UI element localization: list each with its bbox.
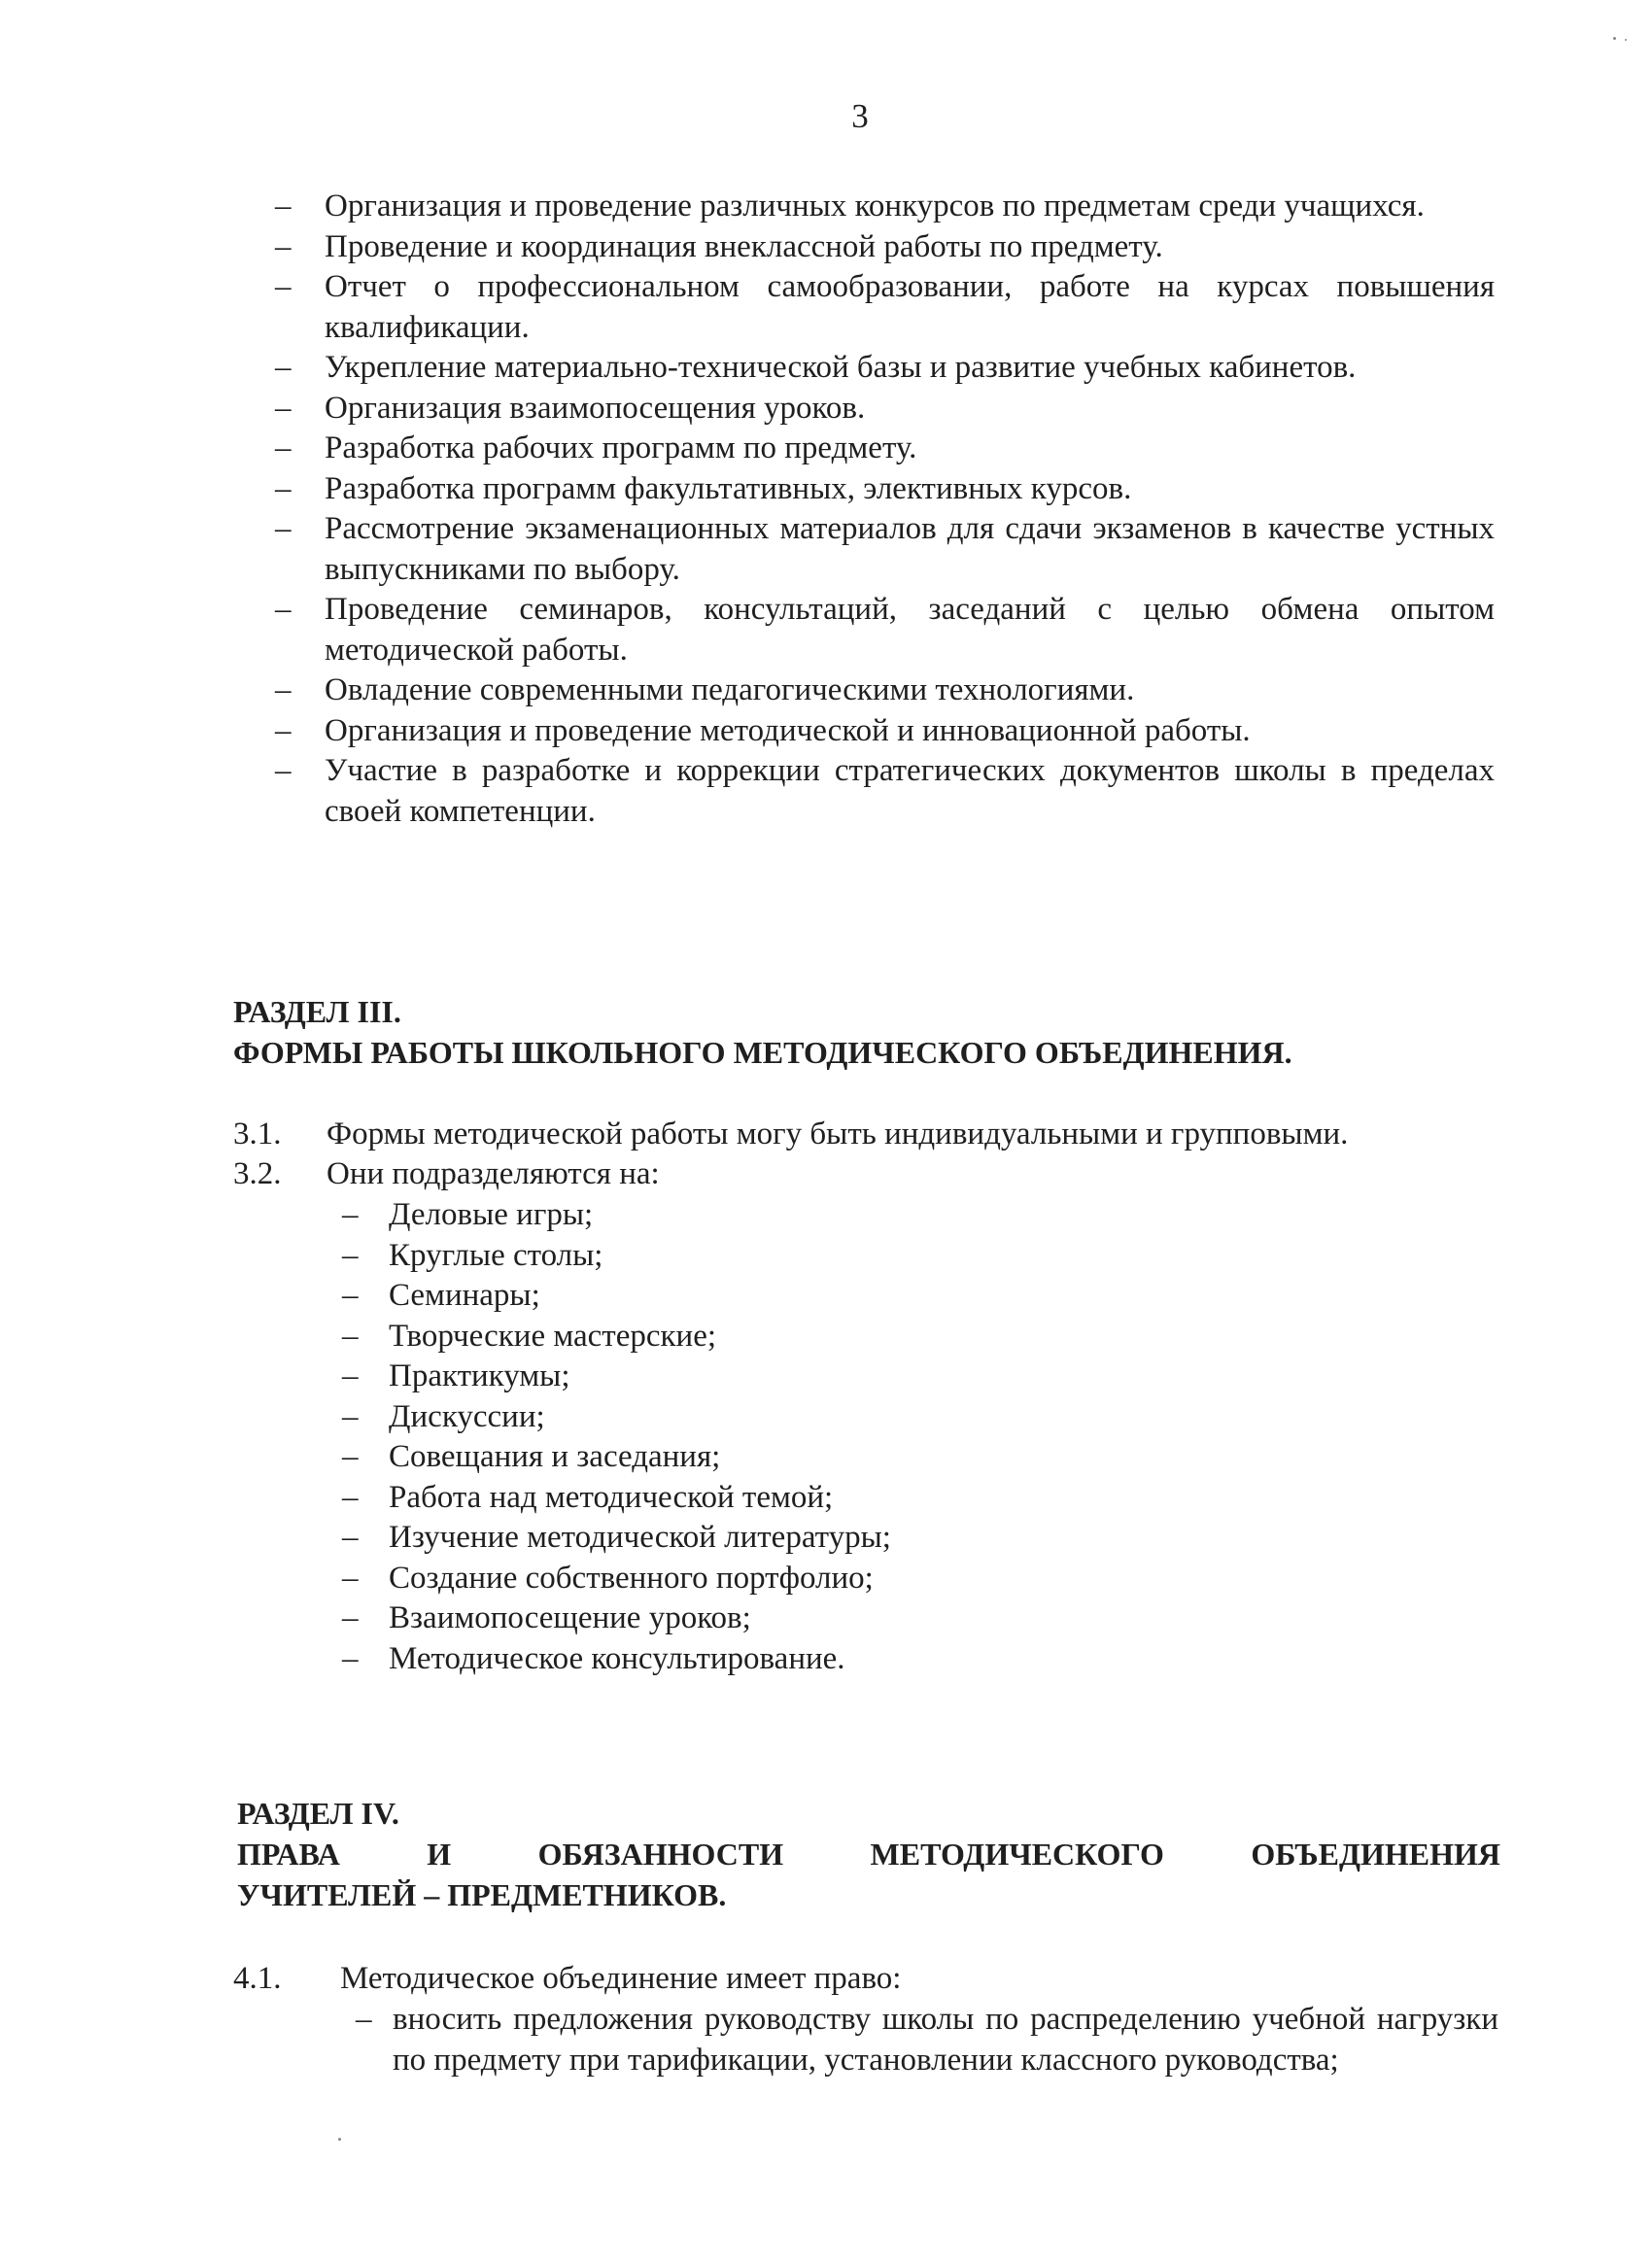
dash-marker: – <box>275 511 292 546</box>
list-item-text: Проведение и координация внеклассной работы по предмету. <box>325 228 1163 264</box>
clause-number: 3.2. <box>233 1156 282 1191</box>
clause-3-1 <box>233 1115 1497 1155</box>
dash-marker: – <box>275 753 292 788</box>
clause-4-1 <box>233 1959 1497 2000</box>
clause-text: Методическое объединение имеет право: <box>340 1961 902 1996</box>
dash-marker: – <box>342 1479 359 1515</box>
list-item <box>356 2000 1498 2080</box>
clause-number: 3.1. <box>233 1117 282 1151</box>
scan-speck <box>1613 37 1616 40</box>
list-item-text: Круглые столы; <box>389 1237 603 1273</box>
list-item-text: Изучение методической литературы; <box>389 1520 891 1555</box>
dash-marker: – <box>342 1237 359 1273</box>
list-item <box>275 509 1495 590</box>
list-item <box>342 1317 1217 1357</box>
clause-number: 4.1. <box>233 1961 282 1996</box>
list-item-text: Участие в разработке и коррекции стратегических документов школы в пределах своей компетенции. <box>325 753 1495 829</box>
list-item-text: Создание собственного портфолио; <box>389 1560 874 1596</box>
list-item <box>275 590 1495 670</box>
list-item-text: вносить предложения руководству школы по распределению учебной нагрузки по предмету при тарификации, установлении классного руководства; <box>393 2002 1498 2078</box>
dash-marker: – <box>342 1439 359 1474</box>
list-item <box>275 187 1495 227</box>
list-item <box>275 711 1495 752</box>
section-3-label: РАЗДЕЛ III. <box>233 994 401 1029</box>
list-item <box>342 1639 1217 1680</box>
list-item-text: Деловые игры; <box>389 1197 594 1232</box>
dash-marker: – <box>275 390 292 426</box>
dash-marker: – <box>275 470 292 506</box>
dash-marker: – <box>342 1197 359 1232</box>
list-item <box>275 670 1495 711</box>
clause-text: Формы методической работы могу быть индивидуальными и групповыми. <box>327 1117 1349 1151</box>
list-item <box>342 1357 1217 1397</box>
list-item-text: Методическое консультирование. <box>389 1640 845 1676</box>
list-item-text: Взаимопосещение уроков; <box>389 1600 751 1635</box>
section-4-title-line-1: ПРАВА И ОБЯЗАННОСТИ МЕТОДИЧЕСКОГО ОБЪЕДИНЕНИЯ <box>237 1837 1500 1872</box>
list-item <box>275 751 1495 832</box>
list-item-text: Творческие мастерские; <box>389 1318 717 1354</box>
clause-3-2 <box>233 1154 1497 1195</box>
list-item-text: Организация и проведение методической и инновационной работы. <box>325 712 1251 748</box>
dash-marker: – <box>275 430 292 465</box>
list-item <box>342 1195 1217 1236</box>
list-item <box>275 389 1495 430</box>
list-item-text: Отчет о профессиональном самообразовании, работе на курсах повышения квалификации. <box>325 269 1495 345</box>
duties-list <box>275 187 1495 832</box>
section-3-title: ФОРМЫ РАБОТЫ ШКОЛЬНОГО МЕТОДИЧЕСКОГО ОБЪЕДИНЕНИЯ. <box>233 1035 1292 1070</box>
dash-marker: – <box>342 1640 359 1676</box>
clause-text: Они подразделяются на: <box>327 1156 660 1191</box>
list-item <box>275 227 1495 268</box>
list-item-text: Работа над методической темой; <box>389 1479 834 1515</box>
list-item-text: Рассмотрение экзаменационных материалов для сдачи экзаменов в качестве устных выпускниками по выбору. <box>325 511 1495 587</box>
list-item-text: Разработка рабочих программ по предмету. <box>325 430 917 465</box>
list-item-text: Семинары; <box>389 1278 540 1313</box>
list-item-text: Организация взаимопосещения уроков. <box>325 390 866 426</box>
page-number: 3 <box>851 97 869 135</box>
section-3-heading <box>233 991 1497 1073</box>
list-item <box>342 1518 1217 1559</box>
dash-marker: – <box>342 1358 359 1393</box>
list-item <box>275 429 1495 469</box>
list-item-text: Укрепление материально-технической базы и развитие учебных кабинетов. <box>325 350 1357 385</box>
list-item <box>342 1236 1217 1277</box>
list-item <box>342 1478 1217 1519</box>
rights-list <box>356 2000 1498 2080</box>
list-item-text: Совещания и заседания; <box>389 1439 721 1474</box>
dash-marker: – <box>342 1600 359 1635</box>
work-forms-list <box>342 1195 1217 1679</box>
scan-speck <box>1625 39 1627 41</box>
dash-marker: – <box>342 1278 359 1313</box>
list-item-text: Овладение современными педагогическими технологиями. <box>325 672 1135 707</box>
dash-marker: – <box>275 592 292 627</box>
dash-marker: – <box>275 712 292 748</box>
section-4-title-line-2: УЧИТЕЛЕЙ – ПРЕДМЕТНИКОВ. <box>237 1877 727 1912</box>
dash-marker: – <box>342 1398 359 1434</box>
list-item-text: Проведение семинаров, консультаций, заседаний с целью обмена опытом методической работы. <box>325 592 1495 668</box>
list-item <box>342 1397 1217 1438</box>
scan-speck <box>338 2138 341 2141</box>
list-item-text: Организация и проведение различных конкурсов по предметам среди учащихся. <box>325 189 1425 223</box>
dash-marker: – <box>275 189 292 223</box>
list-item <box>275 469 1495 510</box>
dash-marker: – <box>356 2002 372 2037</box>
dash-marker: – <box>342 1318 359 1354</box>
section-4-heading <box>237 1793 1500 1915</box>
list-item <box>275 348 1495 389</box>
list-item <box>275 267 1495 348</box>
dash-marker: – <box>275 350 292 385</box>
dash-marker: – <box>275 269 292 304</box>
dash-marker: – <box>275 228 292 264</box>
dash-marker: – <box>342 1520 359 1555</box>
list-item-text: Дискуссии; <box>389 1398 545 1434</box>
dash-marker: – <box>342 1560 359 1596</box>
section-4-label: РАЗДЕЛ IV. <box>237 1796 399 1831</box>
list-item <box>342 1598 1217 1639</box>
dash-marker: – <box>275 672 292 707</box>
list-item <box>342 1437 1217 1478</box>
list-item-text: Разработка программ факультативных, элективных курсов. <box>325 470 1132 506</box>
list-item-text: Практикумы; <box>389 1358 570 1393</box>
list-item <box>342 1559 1217 1599</box>
list-item <box>342 1276 1217 1317</box>
